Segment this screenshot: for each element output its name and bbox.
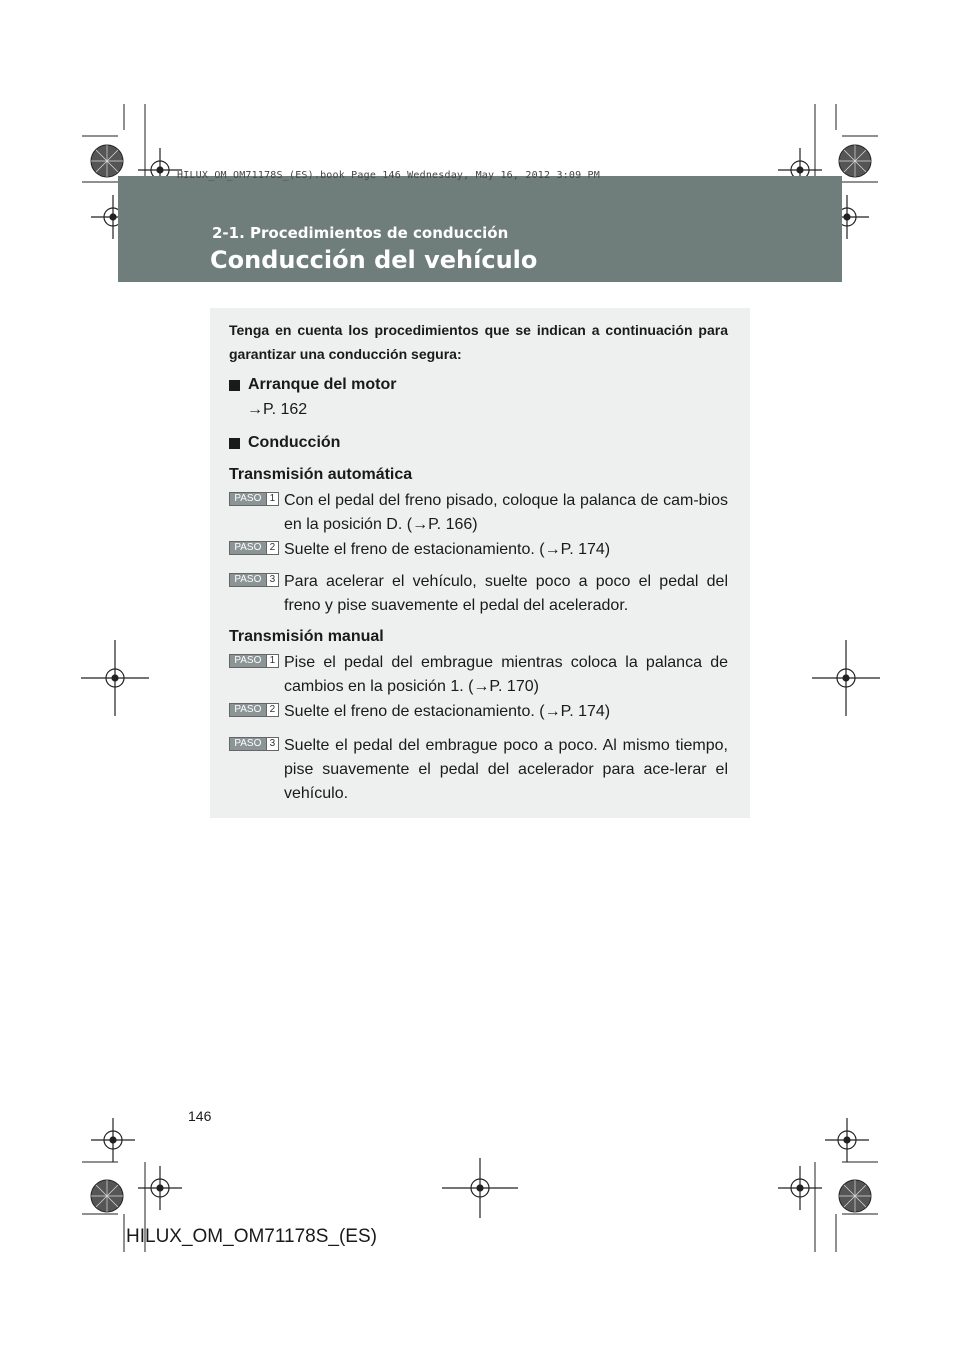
page-title: Conducción del vehículo — [210, 246, 538, 274]
step-manual-3 — [229, 734, 728, 806]
square-bullet-icon — [229, 438, 240, 449]
step-badge: PASO 2 — [229, 541, 279, 555]
step-text: Para acelerar el vehículo, suelte poco a poco el pedal del freno y pise suavemente el pedal del acelerador. — [284, 573, 728, 614]
step-manual-2 — [229, 700, 728, 724]
step-badge: PASO 2 — [229, 703, 279, 717]
step-badge: PASO 1 — [229, 492, 279, 506]
step-text: Con el pedal del freno pisado, coloque la palanca de cam-bios en la posición D. (→P. 166) — [284, 492, 728, 533]
step-auto-2 — [229, 538, 728, 562]
step-auto-3 — [229, 570, 728, 618]
heading-arranque — [229, 376, 396, 394]
square-bullet-icon — [229, 380, 240, 391]
document-code: HILUX_OM_OM71178S_(ES) — [126, 1226, 377, 1247]
section-label: 2-1. Procedimientos de conducción — [212, 224, 509, 242]
step-badge: PASO 3 — [229, 737, 279, 751]
print-header: HILUX_OM_OM71178S_(ES).book Page 146 Wednesday, May 16, 2012 3:09 PM — [177, 170, 600, 181]
step-text: Pise el pedal del embrague mientras coloca la palanca de cambios en la posición 1. (→P. 170) — [284, 654, 728, 695]
step-text: Suelte el pedal del embrague poco a poco. Al mismo tiempo, pise suavemente el pedal del acelerador para ace-lerar el vehículo. — [284, 737, 728, 802]
step-text: Suelte el freno de estacionamiento. (→P. 174) — [284, 541, 611, 558]
reference-link[interactable]: →P. 162 — [247, 401, 308, 418]
heading-text: Conducción — [248, 434, 341, 451]
heading-text: Arranque del motor — [248, 376, 397, 393]
heading-conduccion — [229, 434, 340, 452]
subheading-automatic: Transmisión automática — [229, 466, 413, 483]
subheading-manual: Transmisión manual — [229, 628, 384, 645]
step-badge: PASO 1 — [229, 654, 279, 668]
step-manual-1 — [229, 651, 728, 699]
step-badge: PASO 3 — [229, 573, 279, 587]
intro-text: Tenga en cuenta los procedimientos que se indican a continuación para garantizar una conducción segura: — [229, 322, 728, 362]
page-number: 146 — [188, 1108, 212, 1124]
step-text: Suelte el freno de estacionamiento. (→P. 174) — [284, 703, 611, 720]
step-auto-1 — [229, 489, 728, 537]
